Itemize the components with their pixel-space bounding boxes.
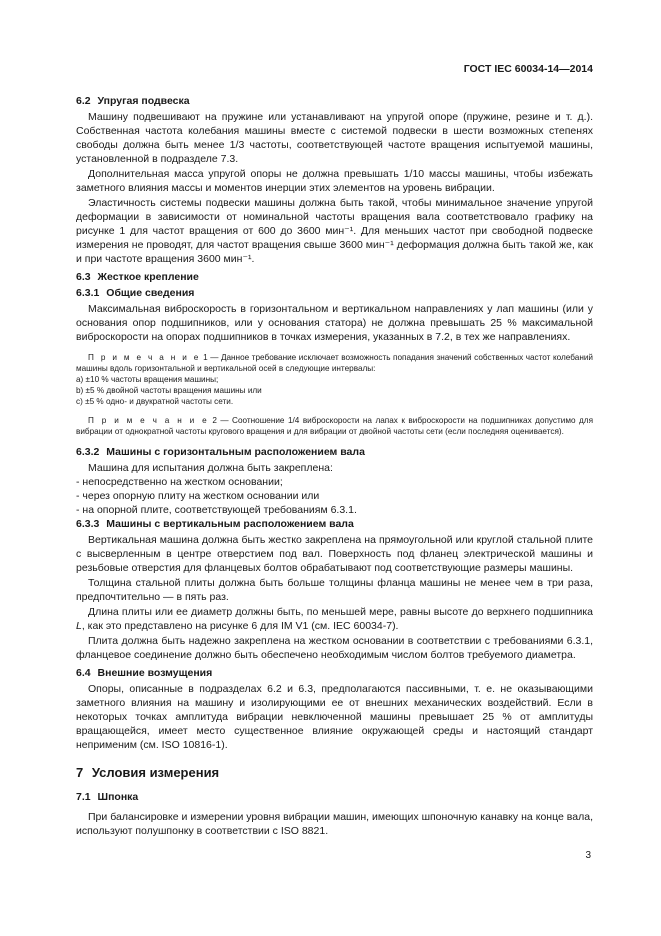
list-item: - через опорную плиту на жестком основании или: [76, 490, 320, 502]
paragraph: Вертикальная машина должна быть жестко закреплена на прямоугольной или круглой стальной плите с высверленным в центре отверстием под вал. Поверхность под фланец электрической машины и резьбовые отверстия для фланцевых болтов обрабатывают под соответствующие размеры машины.: [76, 534, 593, 574]
mount-list: [76, 475, 593, 517]
section-7-1: [76, 790, 593, 838]
paragraph: Длина плиты или ее диаметр должны быть, по меньшей мере, равны высоте до верхнего подшипника L, как это представлено на рисунке 6 для IM V1 (см. IEC 60034-7).: [76, 606, 593, 632]
paragraph: Толщина стальной плиты должна быть больше толщины фланца машины не менее чем в три раза, предпочтительно — в пять раз.: [76, 577, 593, 603]
note-1-list: [76, 374, 593, 407]
paragraph: При балансировке и измерении уровня вибрации машин, имеющих шпоночную канавку на конце вала, используют полушпонку в соответствии с ISO 8821.: [76, 811, 593, 837]
section-6-2: [76, 94, 593, 266]
section-6-3-2: [76, 445, 593, 517]
heading-6-4: 6.4 Внешние возмущения: [76, 667, 213, 679]
note-2: П р и м е ч а н и е 2 — Соотношение 1/4 виброскорости на лапах к виброскорости на подшипниках допустимо для вибрации от однократной частоты кругового вращения и для вибрации от двойной частоты сети (если последняя оценивается).: [76, 416, 594, 436]
heading-6-3: 6.3 Жесткое крепление: [76, 271, 199, 283]
section-6-3-1: [76, 286, 593, 437]
note-1: П р и м е ч а н и е 1 — Данное требование исключает возможность попадания значений собственных частот колебаний машины вдоль горизонтальной и вертикальной осей в следующие интервалы:: [76, 353, 593, 373]
list-item: а) ±10 % частоты вращения машины;: [76, 375, 219, 384]
heading-6-3-2: 6.3.2 Машины с горизонтальным расположением вала: [76, 446, 365, 458]
heading-7: 7 Условия измерения: [76, 765, 220, 780]
paragraph: Машина для испытания должна быть закреплена:: [88, 462, 333, 474]
paragraph: Опоры, описанные в подразделах 6.2 и 6.3, предполагаются пассивными, т. е. не оказывающими заметного влияния на машину и изолирующими ее от внешних механических воздействий. Если в некоторых точках амплитуда вибрации невключенной машины превышает 25 % от амплитуды вращающейся, имеет место существенное влияние окружающей среды и настоящий стандарт неприменим (см. ISO 10816-1).: [76, 683, 593, 751]
section-6-4: [76, 666, 593, 752]
heading-6-3-1: 6.3.1 Общие сведения: [76, 287, 195, 299]
paragraph: Машину подвешивают на пружине или устанавливают на упругой опоре (пружине, резине и т. д.). Собственная частота колебания машины вместе с системой подвески в шести возможных степенях свободы должна быть менее 1/3 частоты, соответствующей частоте вращения испытуемой машины, установленной в подразделе 7.3.: [76, 111, 593, 165]
list-item: - на опорной плите, соответствующей требованиям 6.3.1.: [76, 504, 357, 516]
list-item: b) ±5 % двойной частоты вращения машины или: [76, 386, 262, 395]
paragraph: Плита должна быть надежно закреплена на жестком основании в соответствии с требованиями 6.3.1, фланцевое соединение должно быть обеспечено необходимым числом болтов требуемого диаметра.: [76, 635, 593, 661]
paragraph: Дополнительная масса упругой опоры не должна превышать 1/10 массы машины, чтобы избежать заметного влияния массы и моментов инерции этих элементов на уровень вибрации.: [76, 168, 593, 194]
list-item: с) ±5 % одно- и двукратной частоты сети.: [76, 397, 234, 406]
section-6-3-3: [76, 517, 593, 662]
heading-6-2: 6.2 Упругая подвеска: [76, 95, 190, 107]
heading-7-1: 7.1 Шпонка: [76, 791, 139, 803]
document-header: ГОСТ IEC 60034-14—2014: [463, 63, 593, 75]
page-number: 3: [585, 850, 591, 861]
list-item: - непосредственно на жестком основании;: [76, 476, 283, 488]
heading-6-3-3: 6.3.3 Машины с вертикальным расположением вала: [76, 518, 354, 530]
paragraph: Эластичность системы подвески машины должна быть такой, чтобы минимальное значение упругой деформации в зависимости от номинальной частоты вращения вала соответствовало графику на рисунке 1 для частот вращения от 600 до 3600 мин⁻¹. Для меньших частот при свободной подвеске измерения не проводят, для частот вращения свыше 3600 мин⁻¹ деформация должна быть такой же, как и при частоте вращения 3600 мин⁻¹.: [76, 197, 593, 265]
paragraph: Максимальная виброскорость в горизонтальном и вертикальном направлениях у лап машины (или у основания опор подшипников, или у основания статора) не должна превышать 25 % максимальной виброскорости на опорах подшипников в точках измерения, указанных в 7.2, в тех же направлениях.: [76, 303, 593, 343]
